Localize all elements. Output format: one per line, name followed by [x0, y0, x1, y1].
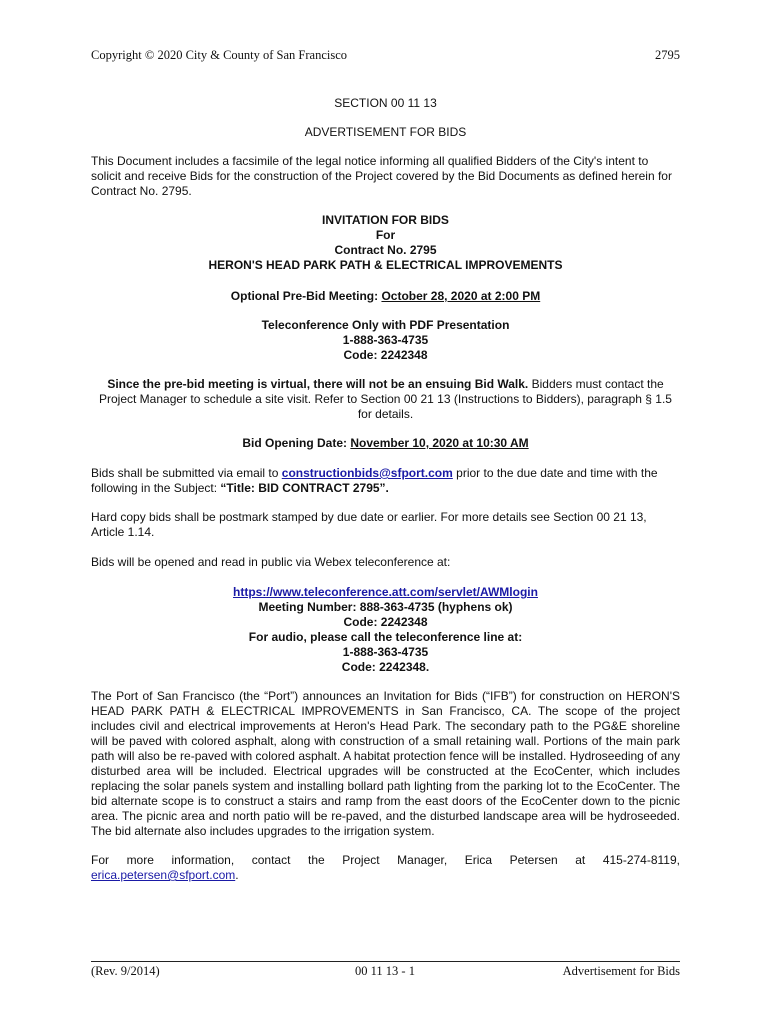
- prebid-label: Optional Pre-Bid Meeting:: [230, 289, 382, 303]
- webex-block: [91, 585, 680, 675]
- webex-code-2: Code: 2242348.: [341, 660, 430, 674]
- scope-paragraph: The Port of San Francisco (the “Port”) announces an Invitation for Bids (“IFB”) for construction on HERON'S HEAD PARK PATH & ELECTRICAL IMPROVEMENTS in San Francisco, CA. The scope of the project includes civil and electrical improvements at Heron's Head Park. The secondary path to the PG&E shoreline will be paved with colored asphalt, along with construction of a small retaining wall. Portions of the main park path will also be re-paved with colored asphalt. A habitat protection fence will be installed. Hydroseeding of any disturbed area will be included. Electrical upgrades will be constructed at the EcoCenter, which includes replacing the solar panels system and installing bollard path lighting from the parking lot to the EcoCenter. The bid alternate scope is to construct a stairs and ramp from the east doors of the EcoCenter down to the picnic area. The picnic area and north patio will be re-paved, and the disturbed landscape area will be hydroseeded. The bid alternate also includes upgrades to the irrigation system.: [91, 689, 680, 838]
- prebid-meeting: [91, 289, 680, 304]
- contact-paragraph: [91, 853, 680, 883]
- section-number: SECTION 00 11 13: [334, 96, 437, 110]
- webex-url-link[interactable]: https://www.teleconference.att.com/servlet/AWMlogin: [233, 585, 538, 599]
- contract-number-header: 2795: [655, 48, 680, 62]
- webex-audio: For audio, please call the teleconference line at:: [248, 630, 523, 644]
- teleconference-code: Code: 2242348: [343, 348, 428, 362]
- contact-email-link[interactable]: erica.petersen@sfport.com: [91, 868, 236, 882]
- virtual-note-rest: Bidders must contact the Project Manager to schedule a site visit. Refer to Section 00 21 13 (Instructions to Bidders), paragraph § 1.5 for details.: [99, 377, 672, 421]
- submission-subject: “Title: BID CONTRACT 2795”.: [220, 481, 389, 495]
- bid-opening-date: November 10, 2020 at 10:30 AM: [350, 436, 529, 450]
- footer-document-title: Advertisement for Bids: [562, 964, 680, 978]
- submission-paragraph: [91, 466, 680, 496]
- submission-before: Bids shall be submitted via email to: [91, 466, 282, 480]
- hard-copy-paragraph: Hard copy bids shall be postmark stamped by due date or earlier. For more details see Section 00 21 13, Article 1.14.: [91, 510, 647, 539]
- webex-meeting-number: Meeting Number: 888-363-4735 (hyphens ok): [258, 600, 513, 614]
- copyright-notice: Copyright © 2020 City & County of San Francisco: [91, 48, 348, 62]
- virtual-note: [91, 377, 680, 422]
- bid-opening: [91, 436, 680, 451]
- webex-code: Code: 2242348: [343, 615, 428, 629]
- submission-email-link[interactable]: constructionbids@sfport.com: [281, 466, 453, 480]
- webex-intro: Bids will be opened and read in public via Webex teleconference at:: [91, 555, 451, 569]
- intro-paragraph: This Document includes a facsimile of the legal notice informing all qualified Bidders of the City's intent to solicit and receive Bids for the construction of the Project covered by the Bid Documents as defined herein for Contract No. 2795.: [91, 154, 672, 198]
- invitation-for: For: [375, 228, 396, 242]
- bid-opening-label: Bid Opening Date:: [242, 436, 351, 450]
- prebid-date: October 28, 2020 at 2:00 PM: [381, 289, 541, 303]
- contact-line: For more information, contact the Project Manager, Erica Petersen at 415-274-8119,: [91, 853, 680, 867]
- footer-divider: [91, 961, 680, 962]
- invitation-heading: INVITATION FOR BIDS: [322, 213, 449, 227]
- invitation-block: [91, 213, 680, 273]
- invitation-project: HERON'S HEAD PARK PATH & ELECTRICAL IMPROVEMENTS: [208, 258, 563, 272]
- footer-revision: (Rev. 9/2014): [91, 964, 160, 978]
- teleconference-block: [91, 318, 680, 363]
- virtual-note-bold: Since the pre-bid meeting is virtual, there will not be an ensuing Bid Walk.: [107, 377, 529, 391]
- teleconference-phone: 1-888-363-4735: [342, 333, 429, 347]
- section-title: ADVERTISEMENT FOR BIDS: [304, 125, 467, 139]
- teleconference-title: Teleconference Only with PDF Presentation: [261, 318, 510, 332]
- contact-end: .: [235, 868, 239, 882]
- footer-page-number: 00 11 13 - 1: [355, 964, 415, 978]
- webex-phone: 1-888-363-4735: [342, 645, 429, 659]
- submission-after: prior to the due date and time with the following in the Subject:: [91, 466, 658, 495]
- invitation-contract: Contract No. 2795: [334, 243, 437, 257]
